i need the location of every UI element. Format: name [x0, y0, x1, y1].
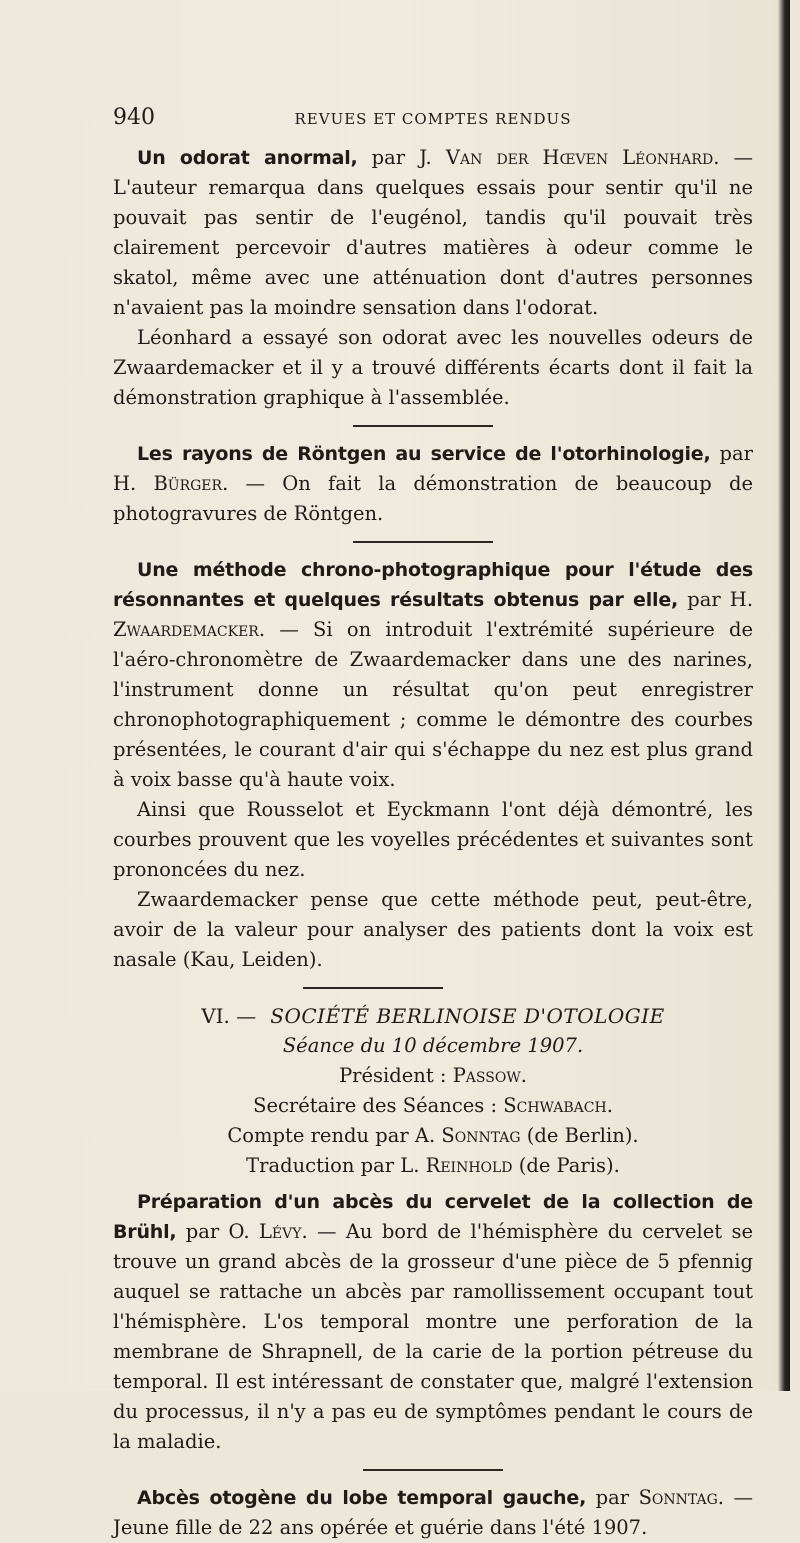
section-divider — [303, 987, 443, 989]
section-title — [113, 1001, 753, 1031]
article-author: Sonntag — [638, 1486, 718, 1509]
article-paragraph: Zwaardemacker pense que cette méthode peut, peut-être, avoir de la valeur pour analyser des patients dont la voix est nasale (Kau, Leiden). — [113, 888, 753, 971]
translation-line — [113, 1151, 753, 1181]
translator-name: Reinhold — [425, 1154, 513, 1177]
article-odorat-anormal — [113, 143, 753, 413]
report-author: Sonntag — [441, 1124, 521, 1147]
president-line — [113, 1061, 753, 1091]
section-header — [113, 1001, 753, 1181]
article-text: . — Au bord de l'hémisphère du cervelet se trouve un grand abcès de la grosseur d'une pièce de 5 pfennig auquel se rattache un abcès par ramollissement occupant tout l'hémisphère. L'os temporal montre une perforation de la membrane de Shrapnell, de la carie de la portion pétreuse du temporal. Il est intéressant de constater que, malgré l'extension du processus, il n'y a pas eu de symptômes pendant le cours de la maladie. — [113, 1220, 753, 1453]
byline-prefix: par H. — [113, 442, 753, 495]
section-divider — [363, 1469, 503, 1471]
section-divider — [353, 541, 493, 543]
article-author: Van der Hœven Léonhard — [445, 146, 714, 169]
article-abces-otogene — [113, 1483, 753, 1543]
article-rayons-rontgen — [113, 439, 753, 529]
article-author: Lévy — [258, 1220, 302, 1243]
report-label: Compte rendu par A. — [227, 1124, 442, 1147]
president-name: Passow — [452, 1064, 521, 1087]
article-abces-cervelet — [113, 1187, 753, 1457]
translation-label: Traduction par L. — [246, 1154, 426, 1177]
secretary-label: Secrétaire des Séances : — [253, 1094, 504, 1117]
article-text: . — On fait la démonstration de beaucoup de photogravures de Röntgen. — [113, 472, 753, 525]
article-author: Zwaardemacker — [113, 618, 259, 641]
secretary-end: . — [606, 1094, 613, 1117]
article-text: . — Jeune fille de 22 ans opérée et guérie dans l'été 1907. — [113, 1486, 754, 1539]
report-end: (de Berlin). — [520, 1124, 639, 1147]
page-number: 940 — [113, 105, 155, 130]
article-paragraph — [113, 143, 753, 323]
article-heading: Une méthode chrono-photographique pour l'étude des résonnantes et quelques résultats obtenus par elle, — [113, 559, 753, 611]
president-label: Président : — [339, 1064, 453, 1087]
article-text: . — Si on introduit l'extrémité supérieure de l'aéro-chronomètre de Zwaardemacker dans une des narines, l'instrument donne un résultat qu'on peut enregistrer chronophotographiquement ; comme le démontre des courbes présentées, le courant d'air qui s'échappe du nez est plus grand à voix basse qu'à haute voix. — [113, 618, 753, 791]
section-number: VI. — — [201, 1004, 257, 1028]
running-head — [113, 103, 753, 137]
article-paragraph — [113, 1187, 753, 1457]
article-heading: Un odorat anormal, — [137, 147, 358, 169]
translation-end: (de Paris). — [512, 1154, 620, 1177]
running-title: REVUES ET COMPTES RENDUS — [294, 110, 572, 128]
section-divider — [353, 425, 493, 427]
article-heading: Abcès otogène du lobe temporal gauche, — [137, 1487, 587, 1509]
article-text: . — L'auteur remarqua dans quelques essais pour sentir qu'il ne pouvait pas sentir de l'eugénol, tandis qu'il pouvait très clairement percevoir d'autres matières à odeur comme le skatol, même avec une atténuation dont d'autres personnes n'avaient pas la moindre sensation dans l'odorat. — [113, 146, 754, 319]
section-name: SOCIÉTÉ BERLINOISE D'OTOLOGIE — [270, 1004, 665, 1028]
byline-prefix: par — [586, 1486, 639, 1509]
article-paragraph: Léonhard a essayé son odorat avec les nouvelles odeurs de Zwaardemacker et il y a trouvé différents écarts dont il fait la démonstration graphique à l'assemblée. — [113, 326, 753, 409]
byline-prefix: par H. — [678, 588, 754, 611]
article-paragraph — [113, 555, 753, 795]
article-paragraph — [113, 439, 753, 529]
article-heading: Les rayons de Röntgen au service de l'otorhinologie, — [137, 443, 711, 465]
article-methode-chrono — [113, 555, 753, 975]
article-paragraph — [113, 1483, 753, 1543]
session-date: Séance du 10 décembre 1907. — [282, 1034, 584, 1057]
report-line — [113, 1121, 753, 1151]
article-author: Bürger — [153, 472, 223, 495]
president-end: . — [520, 1064, 527, 1087]
secretary-name: Schwabach — [503, 1094, 607, 1117]
page-content — [113, 103, 753, 1543]
book-binding-edge — [778, 0, 790, 1391]
secretary-line — [113, 1091, 753, 1121]
byline-prefix: par J. — [357, 146, 446, 169]
article-paragraph: Ainsi que Rousselot et Eyckmann l'ont déjà démontré, les courbes prouvent que les voyelles précédentes et suivantes sont prononcées du nez. — [113, 798, 753, 881]
byline-prefix: par O. — [176, 1220, 259, 1243]
article-heading: Préparation d'un abcès du cervelet de la collection de Brühl, — [113, 1191, 753, 1243]
